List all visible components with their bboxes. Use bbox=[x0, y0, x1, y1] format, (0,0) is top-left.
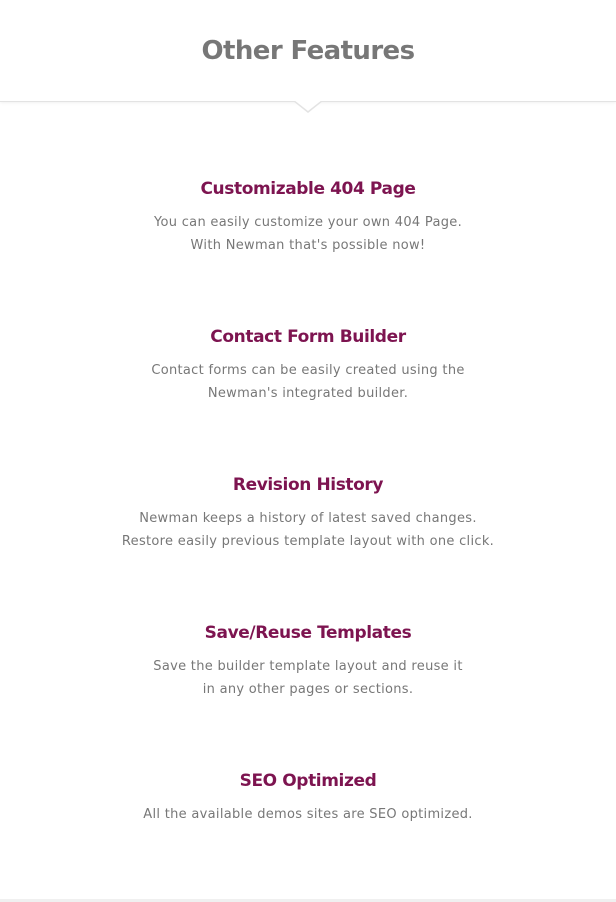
feature-title: SEO Optimized bbox=[239, 771, 377, 791]
feature-description bbox=[0, 803, 616, 826]
feature-title: Customizable 404 Page bbox=[200, 179, 416, 199]
feature-save-reuse-templates bbox=[0, 621, 616, 701]
feature-description-line: With Newman that's possible now! bbox=[190, 238, 426, 253]
feature-description-line: Save the builder template layout and reuse it bbox=[153, 659, 463, 674]
feature-title: Save/Reuse Templates bbox=[204, 623, 412, 643]
feature-description-line: All the available demos sites are SEO optimized. bbox=[143, 807, 473, 822]
feature-description-line: Newman keeps a history of latest saved changes. bbox=[139, 511, 477, 526]
feature-title: Contact Form Builder bbox=[210, 327, 406, 347]
feature-description bbox=[0, 359, 616, 405]
feature-description-line: in any other pages or sections. bbox=[202, 682, 414, 697]
feature-description bbox=[0, 507, 616, 553]
feature-description bbox=[0, 211, 616, 257]
feature-seo-optimized bbox=[0, 769, 616, 826]
feature-title: Revision History bbox=[232, 475, 384, 495]
feature-revision-history bbox=[0, 473, 616, 553]
feature-description bbox=[0, 655, 616, 701]
feature-customizable-404-page bbox=[0, 177, 616, 257]
feature-description-line: Contact forms can be easily created using the bbox=[151, 363, 465, 378]
feature-description-line: Newman's integrated builder. bbox=[207, 386, 409, 401]
header-pointer-arrow-fill bbox=[294, 100, 322, 111]
section-header bbox=[0, 0, 616, 102]
feature-description-line: You can easily customize your own 404 Page. bbox=[153, 215, 463, 230]
feature-contact-form-builder bbox=[0, 325, 616, 405]
page-title: Other Features bbox=[201, 36, 415, 66]
feature-description-line: Restore easily previous template layout with one click. bbox=[121, 534, 495, 549]
